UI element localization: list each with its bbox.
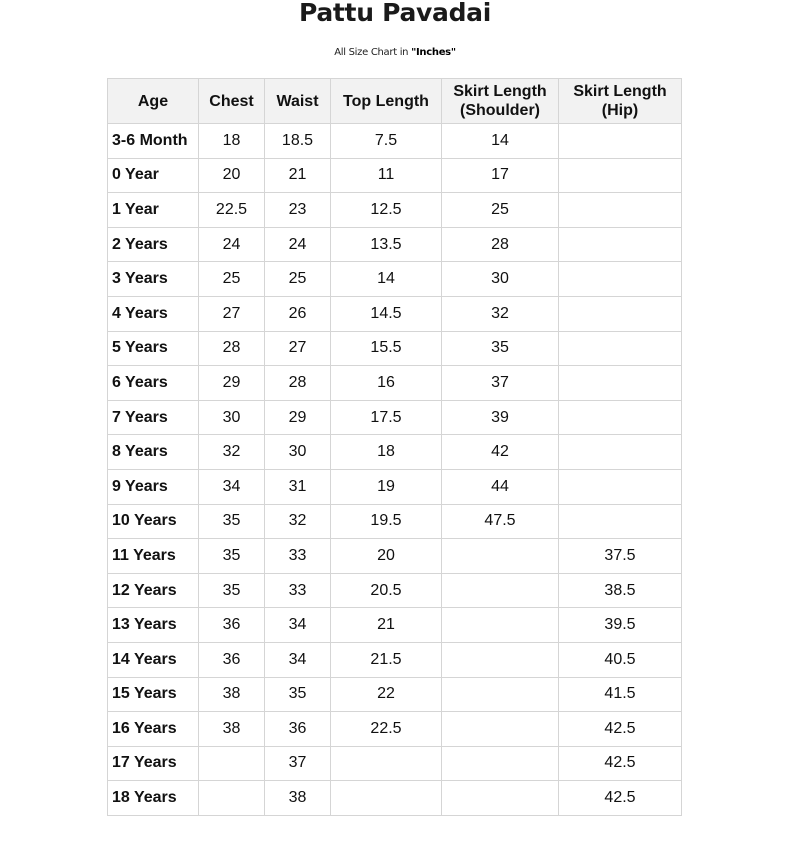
subtitle-unit: "Inches" <box>411 47 456 58</box>
value-cell-skirt-length-hip: 42.5 <box>559 712 682 747</box>
value-cell-skirt-length-hip <box>559 366 682 401</box>
value-cell-skirt-length-shoulder: 30 <box>442 262 559 297</box>
table-row <box>108 781 682 816</box>
value-cell-skirt-length-hip <box>559 296 682 331</box>
value-cell-skirt-length-shoulder <box>442 781 559 816</box>
table-row <box>108 227 682 262</box>
table-row <box>108 539 682 574</box>
age-cell: 5 Years <box>108 331 199 366</box>
value-cell-top-length: 20 <box>331 539 442 574</box>
value-cell-top-length: 19 <box>331 469 442 504</box>
value-cell-skirt-length-shoulder: 37 <box>442 366 559 401</box>
value-cell-waist: 29 <box>265 400 331 435</box>
value-cell-chest: 34 <box>199 469 265 504</box>
value-cell-skirt-length-hip <box>559 331 682 366</box>
value-cell-skirt-length-shoulder: 39 <box>442 400 559 435</box>
table-row <box>108 504 682 539</box>
column-header-text: (Shoulder) <box>460 102 540 119</box>
value-cell-top-length: 13.5 <box>331 227 442 262</box>
value-cell-top-length: 16 <box>331 366 442 401</box>
age-cell: 13 Years <box>108 608 199 643</box>
age-cell: 4 Years <box>108 296 199 331</box>
value-cell-chest: 28 <box>199 331 265 366</box>
value-cell-skirt-length-hip: 42.5 <box>559 781 682 816</box>
value-cell-chest: 18 <box>199 124 265 159</box>
age-cell: 18 Years <box>108 781 199 816</box>
value-cell-chest <box>199 781 265 816</box>
value-cell-skirt-length-shoulder: 42 <box>442 435 559 470</box>
value-cell-waist: 35 <box>265 677 331 712</box>
value-cell-skirt-length-shoulder <box>442 573 559 608</box>
value-cell-top-length: 19.5 <box>331 504 442 539</box>
value-cell-top-length: 18 <box>331 435 442 470</box>
value-cell-skirt-length-hip: 37.5 <box>559 539 682 574</box>
age-cell: 12 Years <box>108 573 199 608</box>
value-cell-chest: 27 <box>199 296 265 331</box>
value-cell-waist: 34 <box>265 642 331 677</box>
value-cell-chest: 29 <box>199 366 265 401</box>
age-cell: 17 Years <box>108 746 199 781</box>
value-cell-top-length: 20.5 <box>331 573 442 608</box>
value-cell-waist: 34 <box>265 608 331 643</box>
value-cell-top-length: 14 <box>331 262 442 297</box>
value-cell-top-length: 14.5 <box>331 296 442 331</box>
value-cell-chest: 24 <box>199 227 265 262</box>
table-row <box>108 366 682 401</box>
value-cell-chest: 38 <box>199 712 265 747</box>
value-cell-top-length: 22.5 <box>331 712 442 747</box>
value-cell-skirt-length-shoulder <box>442 677 559 712</box>
value-cell-skirt-length-shoulder: 35 <box>442 331 559 366</box>
table-row <box>108 677 682 712</box>
age-cell: 0 Year <box>108 158 199 193</box>
table-row <box>108 331 682 366</box>
value-cell-top-length: 17.5 <box>331 400 442 435</box>
value-cell-waist: 33 <box>265 573 331 608</box>
value-cell-skirt-length-shoulder <box>442 608 559 643</box>
value-cell-skirt-length-hip <box>559 469 682 504</box>
value-cell-waist: 26 <box>265 296 331 331</box>
column-header-text: Skirt Length <box>453 83 547 100</box>
value-cell-skirt-length-hip <box>559 227 682 262</box>
age-cell: 9 Years <box>108 469 199 504</box>
value-cell-skirt-length-shoulder <box>442 539 559 574</box>
table-row <box>108 435 682 470</box>
value-cell-top-length: 11 <box>331 158 442 193</box>
value-cell-skirt-length-hip <box>559 435 682 470</box>
value-cell-top-length <box>331 746 442 781</box>
table-row <box>108 158 682 193</box>
column-header-age <box>108 79 199 124</box>
value-cell-skirt-length-shoulder: 32 <box>442 296 559 331</box>
page-title: Pattu Pavadai <box>298 0 492 27</box>
value-cell-skirt-length-hip <box>559 124 682 159</box>
column-header-text: Age <box>137 92 169 110</box>
column-header-skirt-length-shoulder <box>442 79 559 124</box>
value-cell-waist: 28 <box>265 366 331 401</box>
column-header-waist <box>265 79 331 124</box>
value-cell-skirt-length-hip: 38.5 <box>559 573 682 608</box>
age-cell: 2 Years <box>108 227 199 262</box>
value-cell-waist: 32 <box>265 504 331 539</box>
subtitle-prefix: All Size Chart in <box>334 47 412 58</box>
table-row <box>108 124 682 159</box>
table-header-row <box>108 79 682 124</box>
value-cell-top-length: 22 <box>331 677 442 712</box>
table-row <box>108 608 682 643</box>
column-header-text: Waist <box>276 92 319 110</box>
column-header-chest <box>199 79 265 124</box>
table-row <box>108 712 682 747</box>
value-cell-skirt-length-shoulder: 17 <box>442 158 559 193</box>
value-cell-chest: 36 <box>199 608 265 643</box>
value-cell-chest: 22.5 <box>199 193 265 228</box>
value-cell-skirt-length-shoulder <box>442 712 559 747</box>
value-cell-skirt-length-hip: 40.5 <box>559 642 682 677</box>
value-cell-chest: 30 <box>199 400 265 435</box>
value-cell-waist: 25 <box>265 262 331 297</box>
value-cell-waist: 30 <box>265 435 331 470</box>
value-cell-chest <box>199 746 265 781</box>
value-cell-chest: 36 <box>199 642 265 677</box>
size-chart-table <box>107 78 682 816</box>
value-cell-waist: 33 <box>265 539 331 574</box>
value-cell-skirt-length-shoulder: 44 <box>442 469 559 504</box>
value-cell-chest: 35 <box>199 539 265 574</box>
value-cell-chest: 25 <box>199 262 265 297</box>
value-cell-chest: 35 <box>199 573 265 608</box>
value-cell-waist: 38 <box>265 781 331 816</box>
table-row <box>108 262 682 297</box>
table-row <box>108 642 682 677</box>
age-cell: 10 Years <box>108 504 199 539</box>
value-cell-skirt-length-hip: 42.5 <box>559 746 682 781</box>
value-cell-skirt-length-hip <box>559 262 682 297</box>
value-cell-waist: 23 <box>265 193 331 228</box>
age-cell: 16 Years <box>108 712 199 747</box>
value-cell-top-length <box>331 781 442 816</box>
value-cell-waist: 36 <box>265 712 331 747</box>
age-cell: 7 Years <box>108 400 199 435</box>
age-cell: 11 Years <box>108 539 199 574</box>
value-cell-waist: 31 <box>265 469 331 504</box>
value-cell-skirt-length-hip: 41.5 <box>559 677 682 712</box>
value-cell-waist: 24 <box>265 227 331 262</box>
table-body <box>108 124 682 816</box>
value-cell-skirt-length-shoulder <box>442 642 559 677</box>
age-cell: 3-6 Month <box>108 124 199 159</box>
table-row <box>108 193 682 228</box>
value-cell-skirt-length-shoulder: 14 <box>442 124 559 159</box>
age-cell: 15 Years <box>108 677 199 712</box>
value-cell-chest: 32 <box>199 435 265 470</box>
table-row <box>108 469 682 504</box>
table-row <box>108 296 682 331</box>
value-cell-top-length: 12.5 <box>331 193 442 228</box>
value-cell-chest: 20 <box>199 158 265 193</box>
value-cell-top-length: 21.5 <box>331 642 442 677</box>
value-cell-top-length: 15.5 <box>331 331 442 366</box>
table-row <box>108 573 682 608</box>
value-cell-top-length: 21 <box>331 608 442 643</box>
column-header-skirt-length-hip <box>559 79 682 124</box>
value-cell-waist: 21 <box>265 158 331 193</box>
column-header-text: (Hip) <box>601 102 639 119</box>
table-row <box>108 746 682 781</box>
value-cell-skirt-length-hip <box>559 158 682 193</box>
age-cell: 6 Years <box>108 366 199 401</box>
column-header-text: Top Length <box>343 92 429 110</box>
value-cell-top-length: 7.5 <box>331 124 442 159</box>
column-header-text: Chest <box>209 92 254 110</box>
value-cell-skirt-length-shoulder: 47.5 <box>442 504 559 539</box>
value-cell-waist: 18.5 <box>265 124 331 159</box>
column-header-top-length <box>331 79 442 124</box>
value-cell-waist: 37 <box>265 746 331 781</box>
value-cell-skirt-length-hip: 39.5 <box>559 608 682 643</box>
age-cell: 1 Year <box>108 193 199 228</box>
age-cell: 3 Years <box>108 262 199 297</box>
size-chart-subtitle <box>0 46 790 60</box>
value-cell-skirt-length-hip <box>559 504 682 539</box>
value-cell-skirt-length-hip <box>559 400 682 435</box>
value-cell-skirt-length-hip <box>559 193 682 228</box>
value-cell-waist: 27 <box>265 331 331 366</box>
age-cell: 14 Years <box>108 642 199 677</box>
column-header-text: Skirt Length <box>573 83 667 100</box>
age-cell: 8 Years <box>108 435 199 470</box>
value-cell-skirt-length-shoulder: 25 <box>442 193 559 228</box>
value-cell-skirt-length-shoulder: 28 <box>442 227 559 262</box>
table-row <box>108 400 682 435</box>
value-cell-chest: 35 <box>199 504 265 539</box>
value-cell-chest: 38 <box>199 677 265 712</box>
value-cell-skirt-length-shoulder <box>442 746 559 781</box>
